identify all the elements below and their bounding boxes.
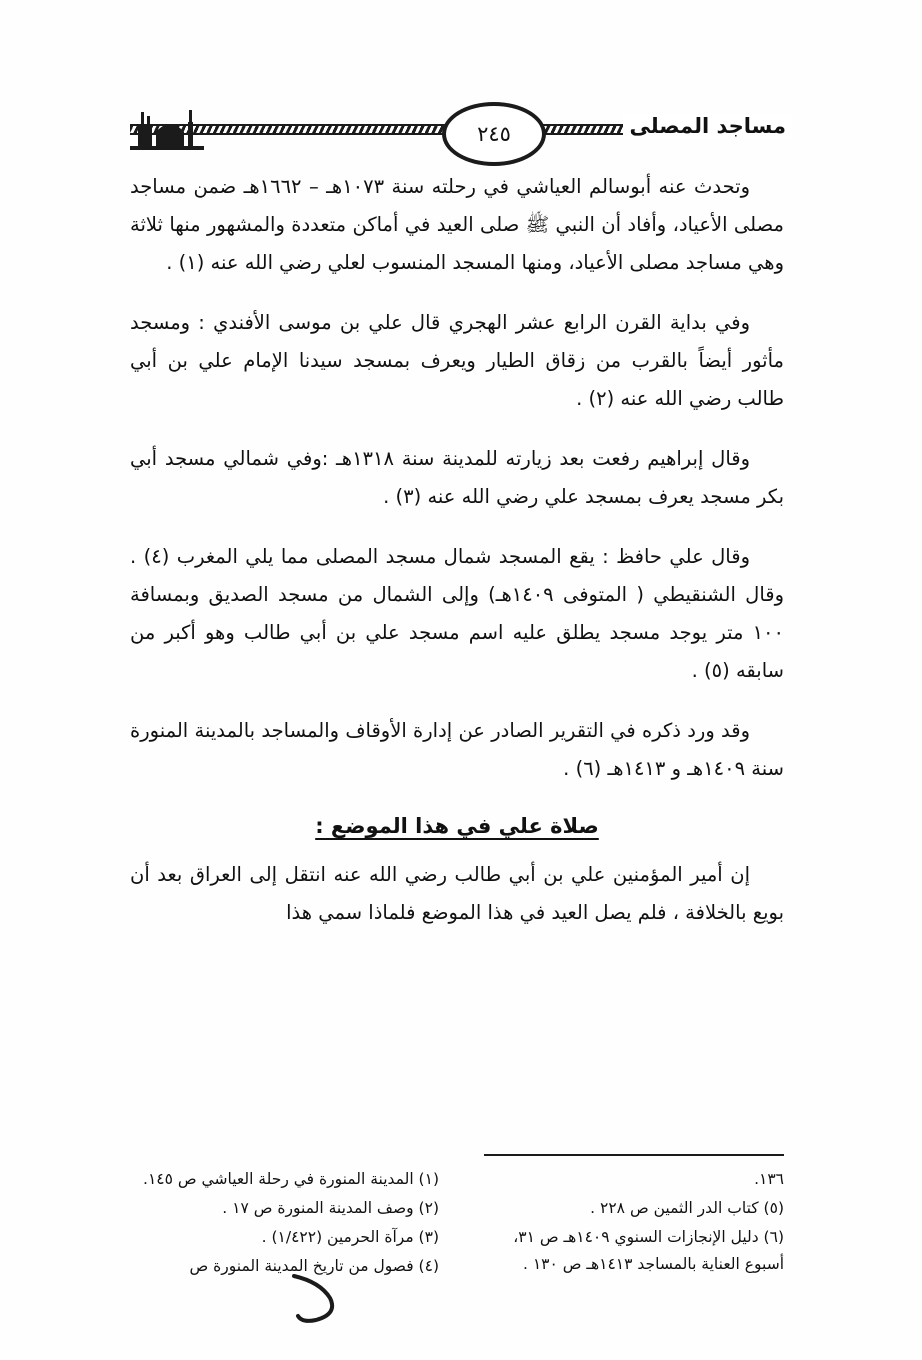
footnote-item: (٢) وصف المدينة المنورة ص ١٧ . xyxy=(222,1198,439,1217)
paragraph-4: وقال علي حافظ : يقع المسجد شمال مسجد المصلى مما يلي المغرب (٤) . وقال الشنقيطي ( المتوفى ١٤٠٩هـ) وإلى الشمال من مسجد الصديق وبمسافة ١٠٠ متر يوجد مسجد يطلق عليه اسم مسجد علي بن أبي طالب وهو أكبر من سابقه (٥) . xyxy=(130,545,784,683)
footnote-separator xyxy=(484,1154,784,1156)
paragraph-2: وفي بداية القرن الرابع عشر الهجري قال علي بن موسى الأفندي : ومسجد مأثور أيضاً بالقرب من زقاق الطيار ويعرف بمسجد سيدنا الإمام علي بن أبي طالب رضي الله عنه (٢) . xyxy=(130,311,784,411)
footnote-item: (٦) دليل الإنجازات السنوي ١٤٠٩هـ ص ٣١، أسبوع العناية بالمساجد ١٤١٣هـ ص ١٣٠ . xyxy=(513,1227,784,1273)
paragraph-3: وقال إبراهيم رفعت بعد زيارته للمدينة سنة ١٣١٨هـ :وفي شمالي مسجد أبي بكر مسجد يعرف بمسجد علي رضي الله عنه (٣) . xyxy=(130,447,784,509)
page-content xyxy=(130,168,784,954)
page-number-badge: ٢٤٥ xyxy=(442,102,546,166)
footnote-item: (٤) فصول من تاريخ المدينة المنورة ص xyxy=(189,1256,439,1275)
book-title: مساجد المصلى xyxy=(623,114,792,138)
footnote-item: (٥) كتاب الدر الثمين ص ٢٢٨ . xyxy=(590,1198,784,1217)
footnote-column-right xyxy=(130,1166,439,1283)
paragraph-1: وتحدث عنه أبوسالم العياشي في رحلته سنة ١٠٧٣هـ – ١٦٦٢هـ ضمن مساجد مصلى الأعياد، وأفاد أن النبي ﷺ صلى العيد في أماكن متعددة والمشهور منها ثلاثة وهي مساجد مصلى الأعياد، ومنها المسجد المنسوب لعلي رضي الله عنه (١) . xyxy=(130,175,784,275)
footnotes-area xyxy=(130,1154,784,1283)
footnote-item: ١٣٦. xyxy=(754,1169,784,1188)
footnote-item: (٣) مرآة الحرمين (١/٤٢٢) . xyxy=(261,1227,439,1246)
footnote-item: (١) المدينة المنورة في رحلة العياشي ص ١٤٥. xyxy=(143,1169,439,1188)
page-header xyxy=(130,96,792,162)
footnote-column-left xyxy=(475,1166,784,1283)
ink-mark xyxy=(286,1272,356,1326)
section-paragraph: إن أمير المؤمنين علي بن أبي طالب رضي الله عنه انتقل إلى العراق بعد أن بويع بالخلافة ، فلم يصل العيد في هذا الموضع فلماذا سمي هذا xyxy=(130,863,784,925)
section-heading: صلاة علي في هذا الموضع : xyxy=(315,814,599,839)
mosque-icon xyxy=(130,102,204,152)
paragraph-5: وقد ورد ذكره في التقرير الصادر عن إدارة الأوقاف والمساجد بالمدينة المنورة سنة ١٤٠٩هـ و ١٤١٣هـ (٦) . xyxy=(130,719,784,781)
